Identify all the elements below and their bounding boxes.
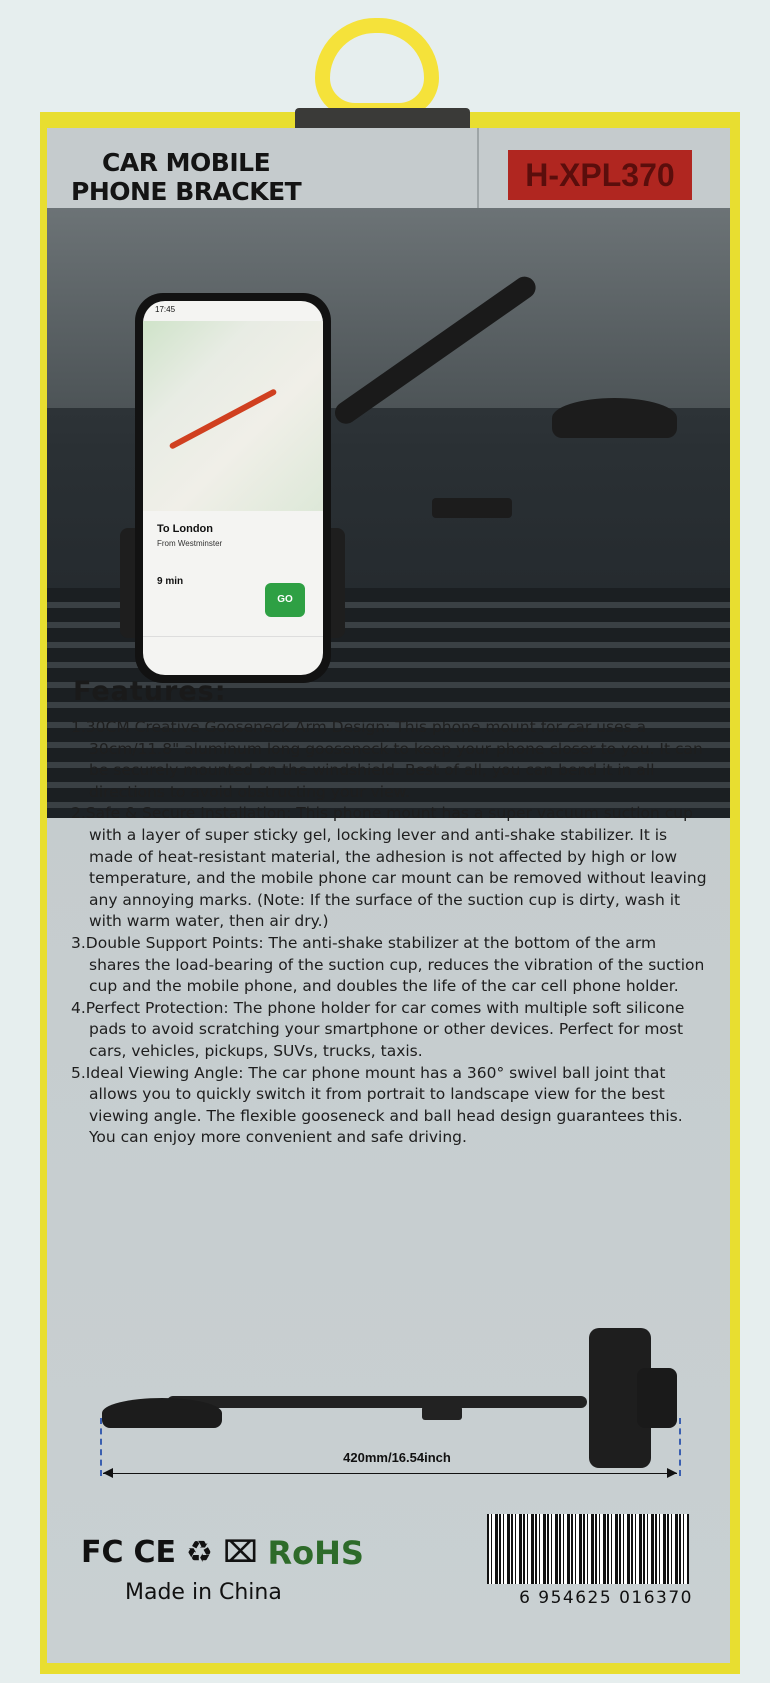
measurement-label: 420mm/16.54inch bbox=[343, 1450, 451, 1465]
product-title-line2: PHONE BRACKET bbox=[71, 177, 302, 206]
map bbox=[143, 321, 323, 511]
stabilizer bbox=[432, 498, 512, 518]
model-badge: H-XPL370 bbox=[508, 150, 692, 200]
features-heading: Features: bbox=[73, 676, 227, 707]
features-list bbox=[71, 717, 711, 1149]
eta-label: 9 min bbox=[157, 576, 184, 587]
product-title-line1: CAR MOBILE bbox=[102, 148, 271, 177]
feature-item: 3.Double Support Points: The anti-shake stabilizer at the bottom of the arm shares the load-bearing of the suction cup, reduces the vibration of the suction cup and the mobile phone, and doubles the life of the car cell phone holder. bbox=[71, 933, 705, 996]
arrow-left-icon bbox=[103, 1468, 113, 1478]
suction-cup bbox=[552, 398, 677, 438]
phone bbox=[135, 293, 331, 683]
diagram-suction-cup bbox=[102, 1398, 222, 1428]
feature-item: 1.30CM Creative Gooseneck Arm Design: This phone mount for car uses a 30cm/11.8" aluminum long gooseneck to keep your phone closer to you. It can be securely mounted on the windshield. Best of all, you can bend it in all directions to avoid obstructing your view. bbox=[71, 718, 703, 801]
hanger-loop bbox=[315, 18, 439, 118]
feature-item: 2.Safe & Secure Installation: This phone mount has a super vacuum suction cup with a layer of super sticky gel, locking lever and anti-shake stabilizer. It is made of heat-resistant material, the adhesion is not affected by high or low temperature, and the mobile phone car mount can be removed without leaving any annoying marks. (Note: If the surface of the suction cup is dirty, wash it with warm water, then air dry.) bbox=[71, 804, 707, 931]
ce-mark-icon: CE bbox=[133, 1535, 177, 1570]
fc-mark-icon: FC bbox=[81, 1535, 124, 1570]
weee-bin-icon: ⌧ bbox=[222, 1535, 258, 1570]
diagram-arm bbox=[167, 1396, 587, 1408]
feature-item: 4.Perfect Protection: The phone holder for car comes with multiple soft silicone pads to avoid scratching your smartphone or other devices. Perfect for most cars, vehicles, pickups, SUVs, trucks, taxis. bbox=[71, 998, 685, 1060]
diagram-grip bbox=[637, 1368, 677, 1428]
phone-time: 17:45 bbox=[155, 305, 176, 314]
go-button: GO bbox=[265, 583, 305, 617]
dimension-guide-left bbox=[100, 1418, 102, 1476]
dimension-guide-right bbox=[679, 1418, 681, 1476]
destination-label: To London bbox=[157, 523, 213, 535]
map-route bbox=[169, 388, 278, 450]
arrow-right-icon bbox=[667, 1468, 677, 1478]
certification-marks bbox=[81, 1533, 364, 1573]
made-in-label: Made in China bbox=[125, 1580, 282, 1605]
flap-fold-line bbox=[477, 128, 479, 208]
phone-screen bbox=[143, 301, 323, 675]
box-back-panel bbox=[47, 128, 730, 1663]
barcode-number: 6 954625 016370 bbox=[519, 1588, 693, 1608]
diagram-stabilizer bbox=[422, 1406, 462, 1420]
rohs-mark: RoHS bbox=[267, 1534, 364, 1572]
phone-tab-bar bbox=[143, 636, 323, 667]
feature-item: 5.Ideal Viewing Angle: The car phone mount has a 360° swivel ball joint that allows you to quickly switch it from portrait to landscape view for the best viewing angle. The flexible gooseneck and ball head design guarantees this. You can enjoy more convenient and safe driving. bbox=[71, 1063, 683, 1147]
dimension-line bbox=[103, 1473, 677, 1474]
recycle-icon: ♻ bbox=[186, 1535, 213, 1570]
barcode bbox=[487, 1514, 689, 1584]
size-diagram bbox=[97, 1288, 687, 1478]
product-title bbox=[71, 148, 301, 206]
origin-label: From Westminster bbox=[157, 539, 223, 548]
